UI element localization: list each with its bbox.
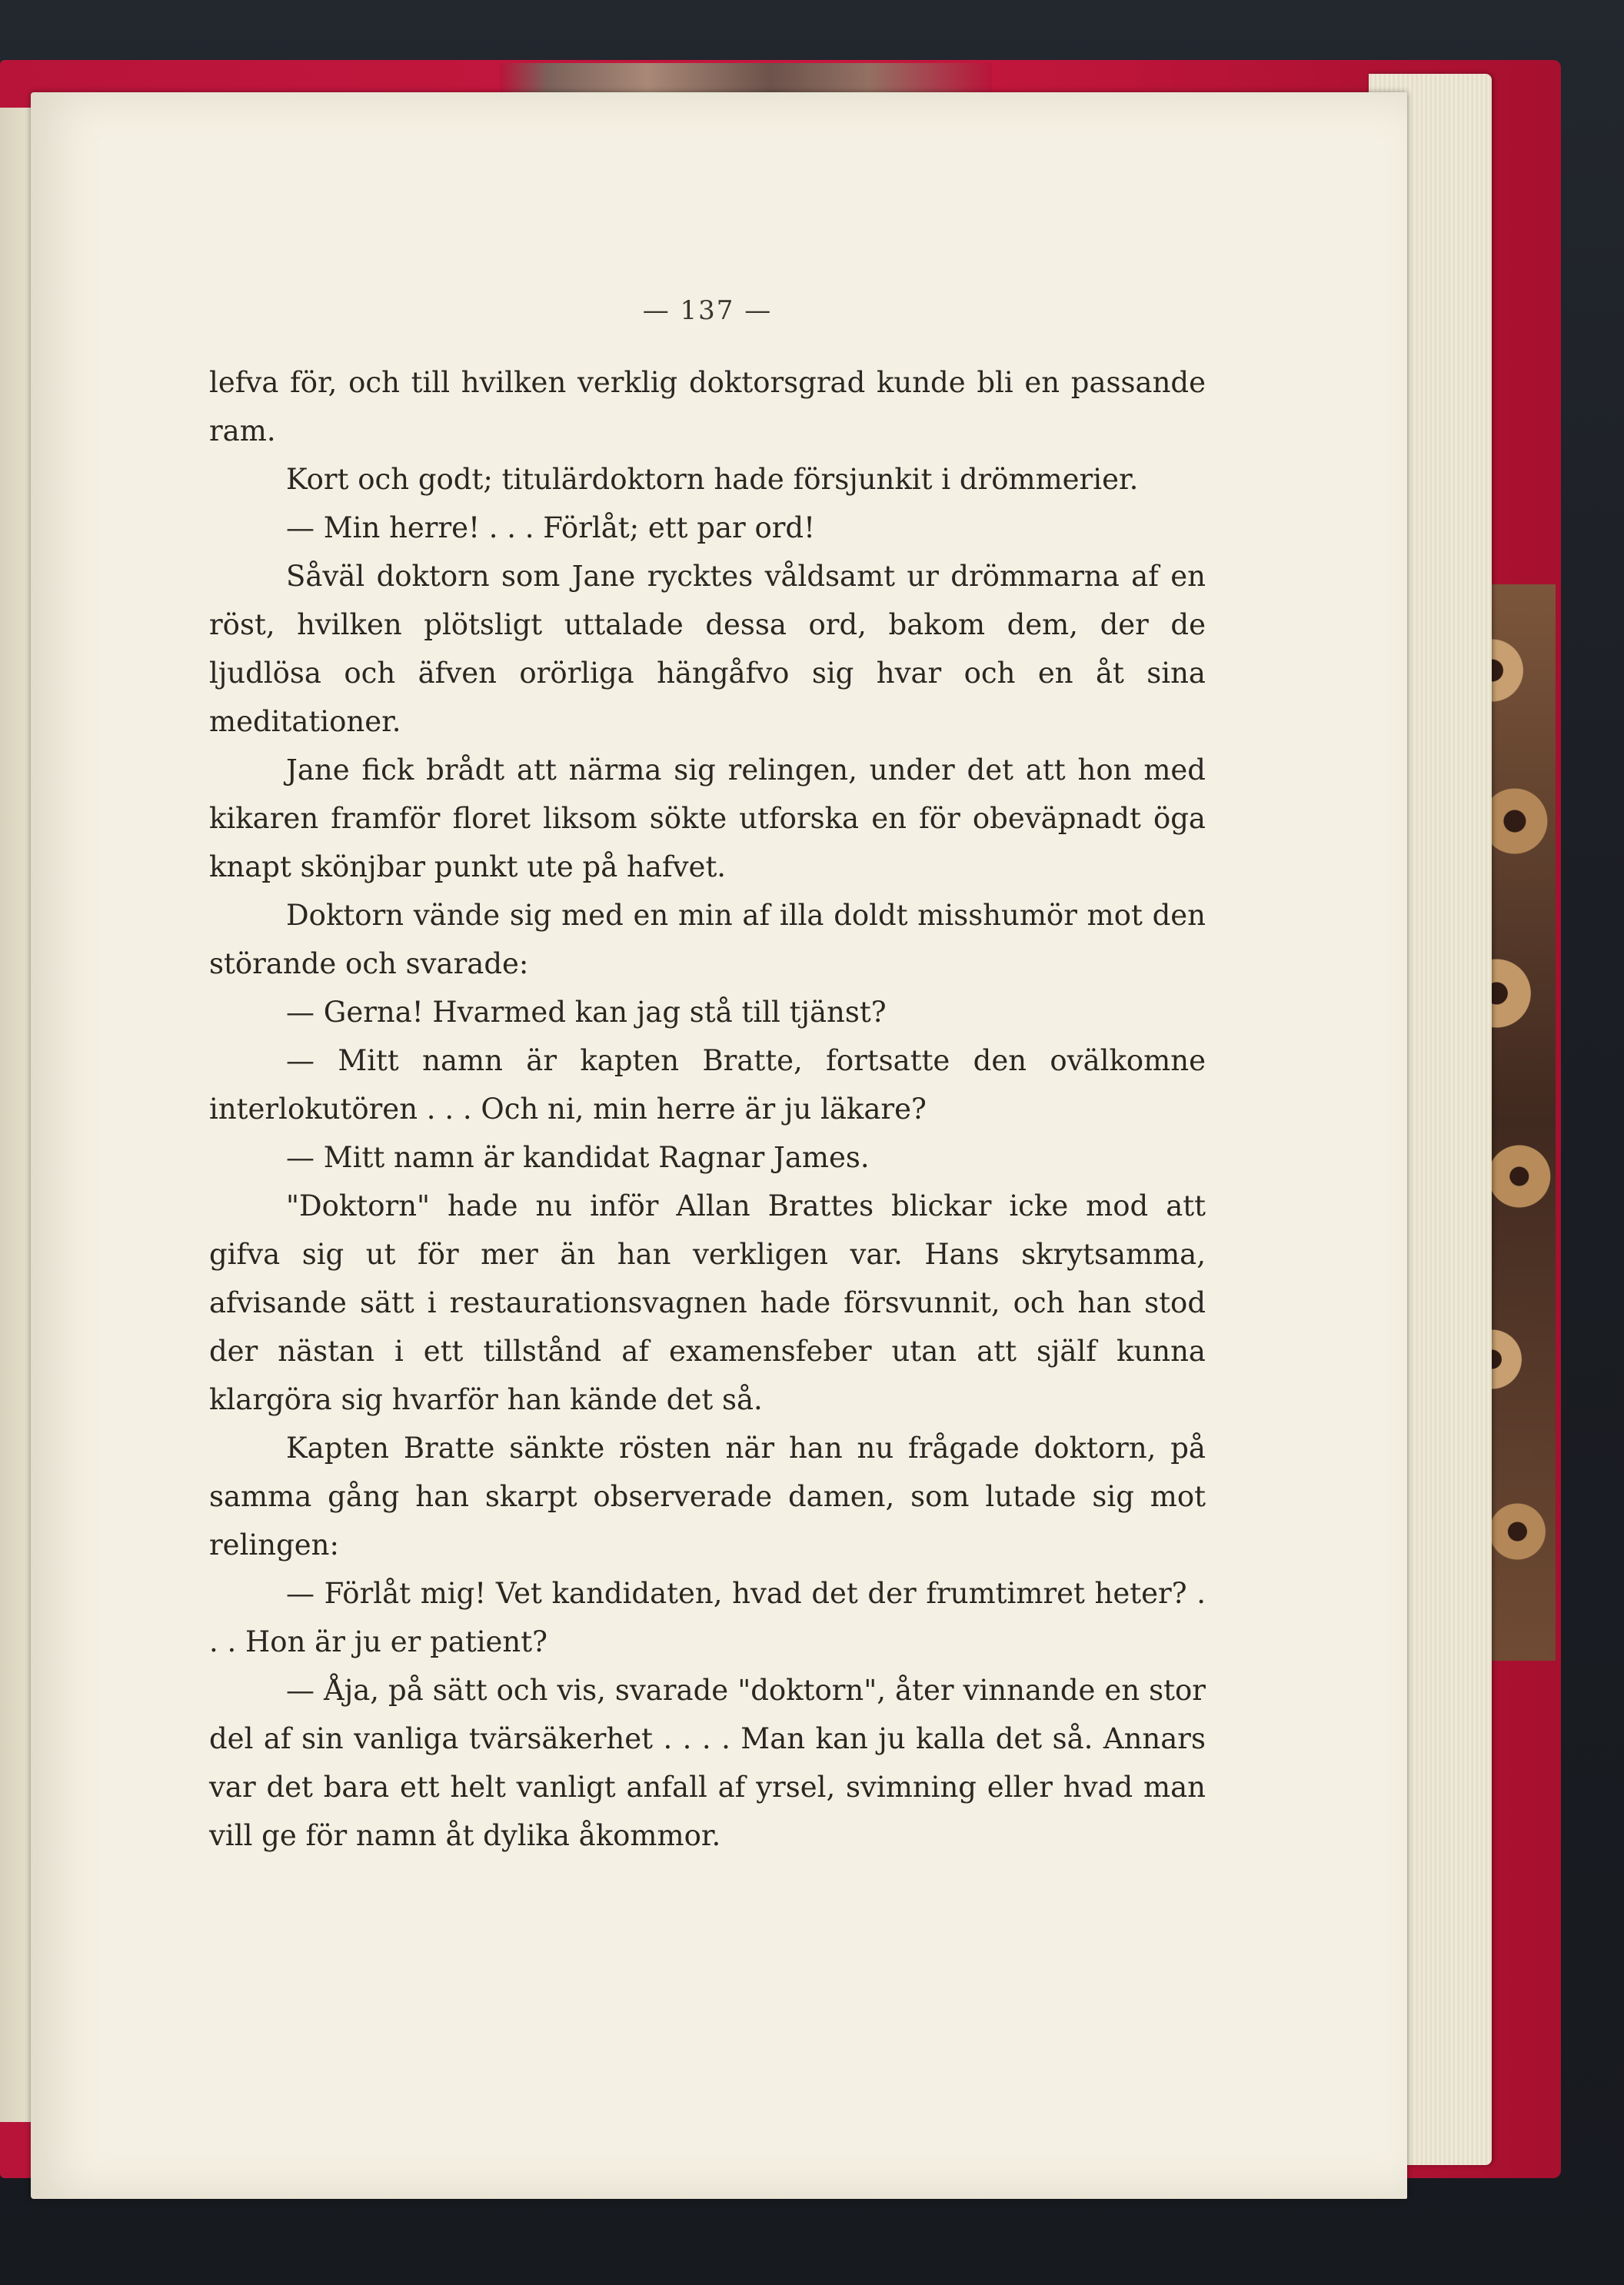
- paragraph: lefva för, och till hvilken verklig doktorsgrad kunde bli en passande ram.: [209, 366, 1206, 447]
- paragraph: — Min herre! . . . Förlåt; ett par ord!: [286, 511, 815, 544]
- marbled-edge-top: [500, 63, 992, 94]
- paragraph: Såväl doktorn som Jane rycktes våldsamt ur drömmarna af en röst, hvilken plötsligt uttalade dessa ord, bakom dem, der de ljudlösa och äfven orörliga hängåfvo sig hvar och en åt sina meditationer.: [209, 560, 1206, 738]
- paragraph: "Doktorn" hade nu inför Allan Brattes blickar icke mod att gifva sig ut för mer än han verkligen var. Hans skrytsamma, afvisande sätt i restaurationsvagnen hade försvunnit, och han stod der nästan i ett tillstånd af examensfeber utan att själf kunna klargöra sig hvarför han kände det så.: [209, 1189, 1206, 1416]
- paragraph: Kort och godt; titulärdoktorn hade försjunkit i drömmerier.: [286, 463, 1139, 496]
- paragraph: Jane fick brådt att närma sig relingen, under det att hon med kikaren framför floret liksom sökte utforska en för obeväpnadt öga knapt skönjbar punkt ute på hafvet.: [209, 753, 1206, 883]
- paragraph: Doktorn vände sig med en min af illa doldt misshumör mot den störande och svarade:: [209, 899, 1206, 980]
- paragraph: — Gerna! Hvarmed kan jag stå till tjänst?: [286, 996, 887, 1029]
- body-text: [209, 358, 1206, 1860]
- paragraph: — Mitt namn är kandidat Ragnar James.: [286, 1141, 870, 1174]
- page-number: — 137 —: [642, 295, 773, 326]
- book-page: [31, 92, 1407, 2199]
- paragraph: — Mitt namn är kapten Bratte, fortsatte den ovälkomne interlokutören . . . Och ni, min herre är ju läkare?: [209, 1044, 1206, 1126]
- paragraph: — Åja, på sätt och vis, svarade "doktorn", åter vinnande en stor del af sin vanliga tvärsäkerhet . . . . Man kan ju kalla det så. Annars var det bara ett helt vanligt anfall af yrsel, svimning eller hvad man vill ge för namn åt dylika åkommor.: [209, 1674, 1206, 1852]
- paragraph: Kapten Bratte sänkte rösten när han nu frågade doktorn, på samma gång han skarpt observerade damen, som lutade sig mot relingen:: [209, 1432, 1206, 1562]
- paragraph: — Förlåt mig! Vet kandidaten, hvad det der frumtimret heter? . . . Hon är ju er patient?: [209, 1577, 1206, 1658]
